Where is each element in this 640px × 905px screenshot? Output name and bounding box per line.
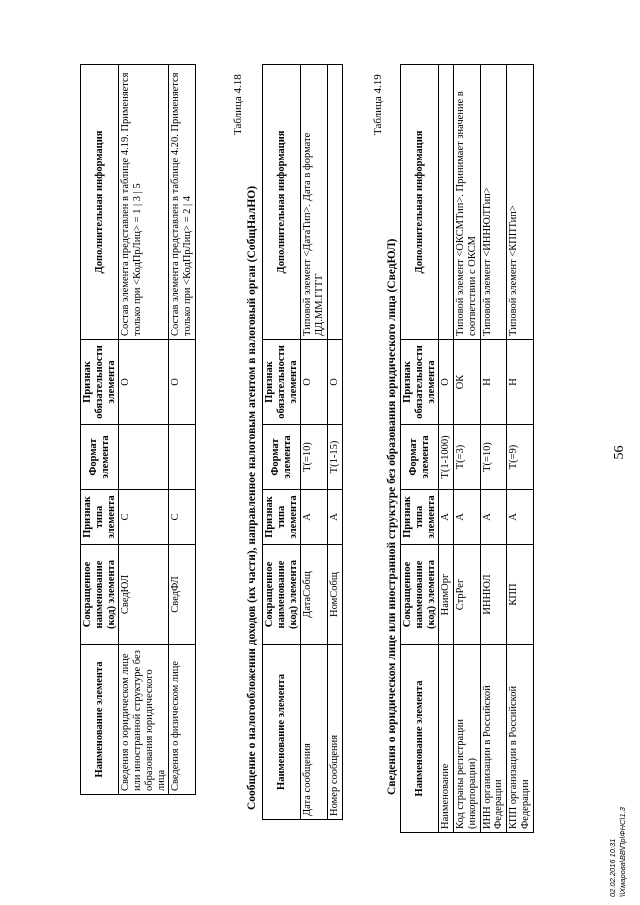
cell-type: А (454, 490, 481, 545)
cell-type: А (439, 490, 454, 545)
table-header-row (81, 65, 119, 795)
table-header-row (263, 65, 301, 820)
table-row (327, 65, 342, 820)
table-title: Сведения о юридическом лице или иностранной структуре без образования юридического лица (СведЮЛ) (386, 238, 398, 795)
cell-code: ИННЮЛ (480, 545, 507, 645)
cell-info: Типовой элемент <ОКСМТип>. Принимает значение в соответствии с ОКСМ (454, 65, 481, 340)
cell-req: О (327, 340, 342, 425)
cell-name: Дата сообщения (301, 645, 328, 820)
cell-name: Код страны регистрации (инкорпорации) (454, 645, 481, 833)
cell-format: T(=9) (507, 425, 534, 490)
col-header-format: Формат элемента (401, 425, 439, 490)
cell-type: А (327, 490, 342, 545)
table-row (169, 65, 196, 795)
cell-info: Типовой элемент <ИННЮЛТип> (480, 65, 507, 340)
cell-req: О (119, 340, 169, 425)
cell-info: Типовой элемент <ДатаТип>. Дата в формате ДД.ММ.ГГГГ (301, 65, 328, 340)
table-continuation (80, 64, 196, 795)
cell-req: О (169, 340, 196, 425)
table-row (439, 65, 454, 833)
cell-type: А (507, 490, 534, 545)
cell-format: T(1-1000) (439, 425, 454, 490)
table-row (301, 65, 328, 820)
cell-type: С (169, 490, 196, 545)
footer-timestamp: 02.02.2016 10:31 (608, 838, 617, 897)
table-row (119, 65, 169, 795)
cell-req: ОК (454, 340, 481, 425)
table-label: Таблица 4.19 (372, 74, 384, 135)
cell-name: Сведения о физическом лице (169, 645, 196, 795)
cell-name: КПП организации в Российской Федерации (507, 645, 534, 833)
col-header-code: Сокращенное наименование (код) элемента (263, 545, 301, 645)
col-header-format: Формат элемента (81, 425, 119, 490)
col-header-name: Наименование элемента (263, 645, 301, 820)
col-header-req: Признак обязательности элемента (81, 340, 119, 425)
col-header-name: Наименование элемента (401, 645, 439, 833)
col-header-info: Дополнительная информация (401, 65, 439, 340)
cell-info: Состав элемента представлен в таблице 4.19. Применяется только при <КодПрЛиц> = 1 | 3 | 5 (119, 65, 169, 340)
cell-code: СтрРег (454, 545, 481, 645)
cell-format (169, 425, 196, 490)
footer-filepath: \\Хмарова\ВВ\Пр\ФНС\1.3 (618, 807, 627, 897)
table-4-18 (262, 64, 343, 820)
cell-name: Номер сообщения (327, 645, 342, 820)
col-header-type: Признак типа элемента (81, 490, 119, 545)
table-4-19 (400, 64, 534, 833)
col-header-name: Наименование элемента (81, 645, 119, 795)
cell-code: ДатаСобщ (301, 545, 328, 645)
cell-format: T(=10) (301, 425, 328, 490)
table-row (454, 65, 481, 833)
cell-name: ИНН организации в Российской Федерации (480, 645, 507, 833)
table-label: Таблица 4.18 (232, 74, 244, 135)
cell-info (439, 65, 454, 340)
cell-type: А (480, 490, 507, 545)
cell-info: Состав элемента представлен в таблице 4.20. Применяется только при <КодПрЛиц> = 2 | 4 (169, 65, 196, 340)
cell-req: Н (480, 340, 507, 425)
cell-req: Н (507, 340, 534, 425)
cell-info (327, 65, 342, 340)
table-title: Сообщение о налогообложении доходов (их части), направленное налоговым агентом в налоговый орган (СобщНалНО) (246, 185, 258, 810)
cell-format: T(1-15) (327, 425, 342, 490)
cell-req: О (301, 340, 328, 425)
col-header-code: Сокращенное наименование (код) элемента (401, 545, 439, 645)
cell-type: А (301, 490, 328, 545)
cell-code: НомСобщ (327, 545, 342, 645)
cell-format: T(=10) (480, 425, 507, 490)
table-row (507, 65, 534, 833)
cell-code: СведФЛ (169, 545, 196, 645)
col-header-type: Признак типа элемента (263, 490, 301, 545)
page-number: 56 (612, 445, 627, 460)
cell-info: Типовой элемент <КППТип> (507, 65, 534, 340)
col-header-req: Признак обязательности элемента (263, 340, 301, 425)
table-header-row (401, 65, 439, 833)
cell-type: С (119, 490, 169, 545)
cell-name: Наименование (439, 645, 454, 833)
col-header-req: Признак обязательности элемента (401, 340, 439, 425)
cell-req: О (439, 340, 454, 425)
cell-format: T(=3) (454, 425, 481, 490)
cell-code: СведЮЛ (119, 545, 169, 645)
cell-format (119, 425, 169, 490)
cell-code: КПП (507, 545, 534, 645)
cell-name: Сведения о юридическом лице или иностранной структуре без образования юридического лица (119, 645, 169, 795)
table-row (480, 65, 507, 833)
col-header-type: Признак типа элемента (401, 490, 439, 545)
col-header-format: Формат элемента (263, 425, 301, 490)
cell-code: НаимОрг (439, 545, 454, 645)
col-header-info: Дополнительная информация (263, 65, 301, 340)
col-header-info: Дополнительная информация (81, 65, 119, 340)
col-header-code: Сокращенное наименование (код) элемента (81, 545, 119, 645)
